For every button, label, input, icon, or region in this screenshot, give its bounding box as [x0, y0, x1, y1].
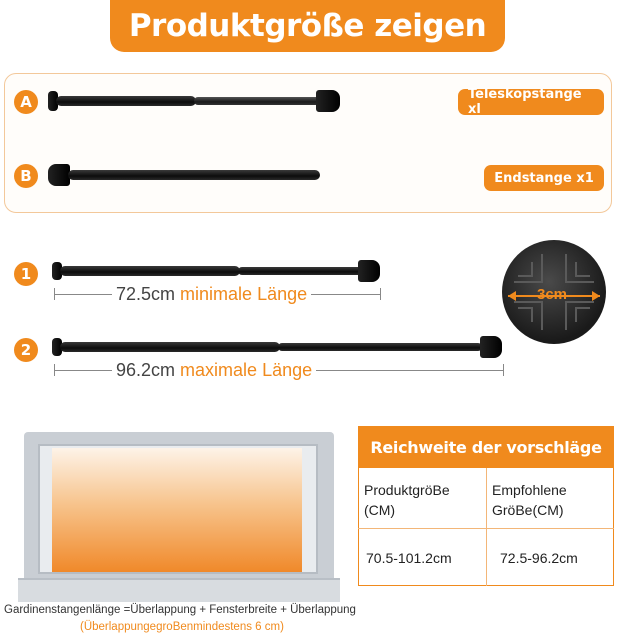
part-b-label: Endstange x1	[484, 165, 604, 191]
table-divider-horizontal	[358, 528, 614, 529]
title-banner	[110, 0, 505, 52]
rod-min-image	[52, 260, 382, 284]
end-rod-image	[44, 162, 324, 190]
col2-value: 72.5-96.2cm	[500, 550, 578, 566]
part-b-badge: B	[14, 164, 38, 188]
part-a-badge: A	[14, 90, 38, 114]
max-length-text: maximale Länge	[180, 360, 313, 380]
rod-max-image	[52, 336, 504, 360]
col1-value: 70.5-101.2cm	[366, 550, 452, 566]
max-length-label	[112, 360, 316, 381]
disc-size-label: 3cm	[536, 286, 568, 303]
min-length-text: minimale Länge	[180, 284, 308, 304]
part-a-label: Teleskopstange xl	[458, 89, 604, 115]
size-1-badge: 1	[14, 262, 38, 286]
col2-header: Empfohlene GröBe(CM)	[492, 482, 567, 518]
min-length-value: 72.5cm	[116, 284, 176, 304]
min-length-label	[112, 284, 311, 305]
page-title: Produktgröße zeigen	[128, 8, 487, 44]
table-title: Reichweite der vorschläge	[358, 426, 614, 468]
window-sill	[18, 578, 340, 602]
telescopic-rod-image	[44, 88, 344, 116]
col1-header: ProduktgröBe (CM)	[364, 482, 450, 518]
formula-note: (ÜberlappungegroBenmindestens 6 cm)	[80, 621, 284, 633]
formula-text: Gardinenstangenlänge =Überlappung + Fensterbreite + Überlappung	[4, 604, 356, 616]
max-length-value: 96.2cm	[116, 360, 176, 380]
window-light	[52, 448, 302, 572]
table-divider-vertical	[486, 468, 487, 586]
size-2-badge: 2	[14, 338, 38, 362]
